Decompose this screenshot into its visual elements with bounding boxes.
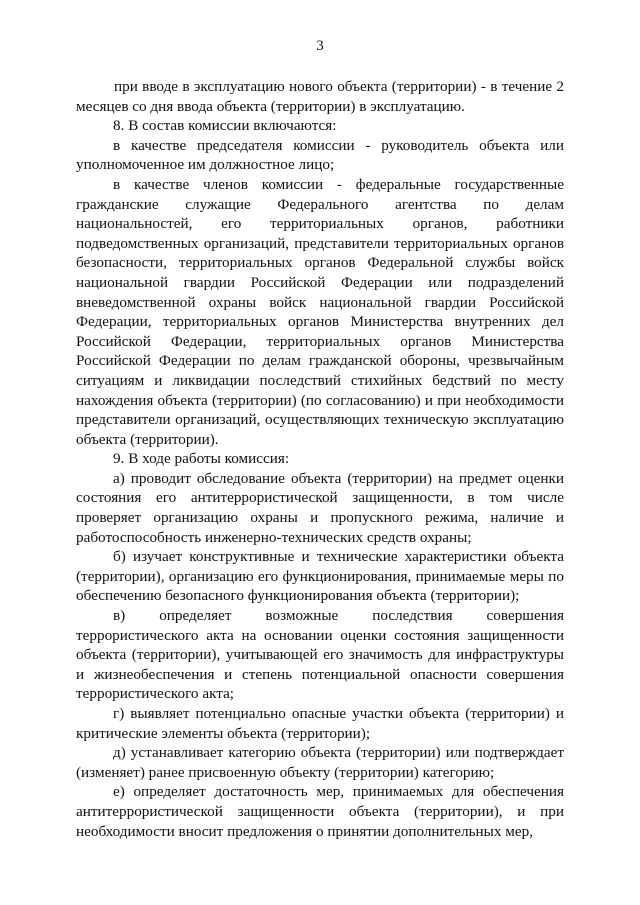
paragraph-subitem-a: а) проводит обследование объекта (территории) на предмет оценки состояния его антитеррористической защищенности, в том числе проверяет организацию охраны и пропускного режима, наличие и работоспособность инженерно-технических средств охраны; [76,469,564,546]
paragraph-commission-members: в качестве членов комиссии - федеральные государственные гражданские служащие Федерального агентства по делам национальностей, его территориальных органов, работники подведомственных организаций, представители территориальных органов безопасности, территориальных органов Федеральной службы войск национальной гвардии Российской Федерации или подразделений вневедомственной охраны войск национальной гвардии Российской Федерации, территориальных органов Министерства внутренних дел Российской Федерации, территориальных органов Министерства Российской Федерации по делам гражданской обороны, чрезвычайным ситуациям и ликвидации последствий стихийных бедствий по месту нахождения объекта (территории) (по согласованию) и при необходимости представители организаций, осуществляющих техническую эксплуатацию объекта (территории). [76,175,564,448]
paragraph-commissioning-deadline: при вводе в эксплуатацию нового объекта (территории) - в течение 2 месяцев со дня ввода объекта (территории) в эксплуатацию. [76,78,564,115]
page-number: 3 [316,38,324,54]
paragraph-subitem-g: г) выявляет потенциально опасные участки объекта (территории) и критические элементы объекта (территории); [76,705,564,742]
paragraph-subitem-d: д) устанавливает категорию объекта (территории) или подтверждает (изменяет) ранее присвоенную объекту (территории) категорию; [76,744,564,781]
paragraph-item-9-heading: 9. В ходе работы комиссия: [113,450,290,468]
paragraph-item-8-heading: 8. В состав комиссии включаются: [113,117,337,135]
document-body [76,77,564,841]
paragraph-subitem-v: в) определяет возможные последствия совершения террористического акта на основании оценки состояния защищенности объекта (территории), учитывающей его значимость для инфраструктуры и жизнеобеспечения и степень потенциальной опасности совершения террористического акта; [76,607,564,703]
paragraph-subitem-b: б) изучает конструктивные и технические характеристики объекта (территории), организацию его функционирования, принимаемые меры по обеспечению безопасного функционирования объекта (территории); [76,548,564,605]
paragraph-subitem-e: е) определяет достаточность мер, принимаемых для обеспечения антитеррористической защищенности объекта (территории), и при необходимости вносит предложения о принятии дополнительных мер, [76,783,564,840]
paragraph-commission-chairman: в качестве председателя комиссии - руководитель объекта или уполномоченное им должностное лицо; [76,136,564,174]
